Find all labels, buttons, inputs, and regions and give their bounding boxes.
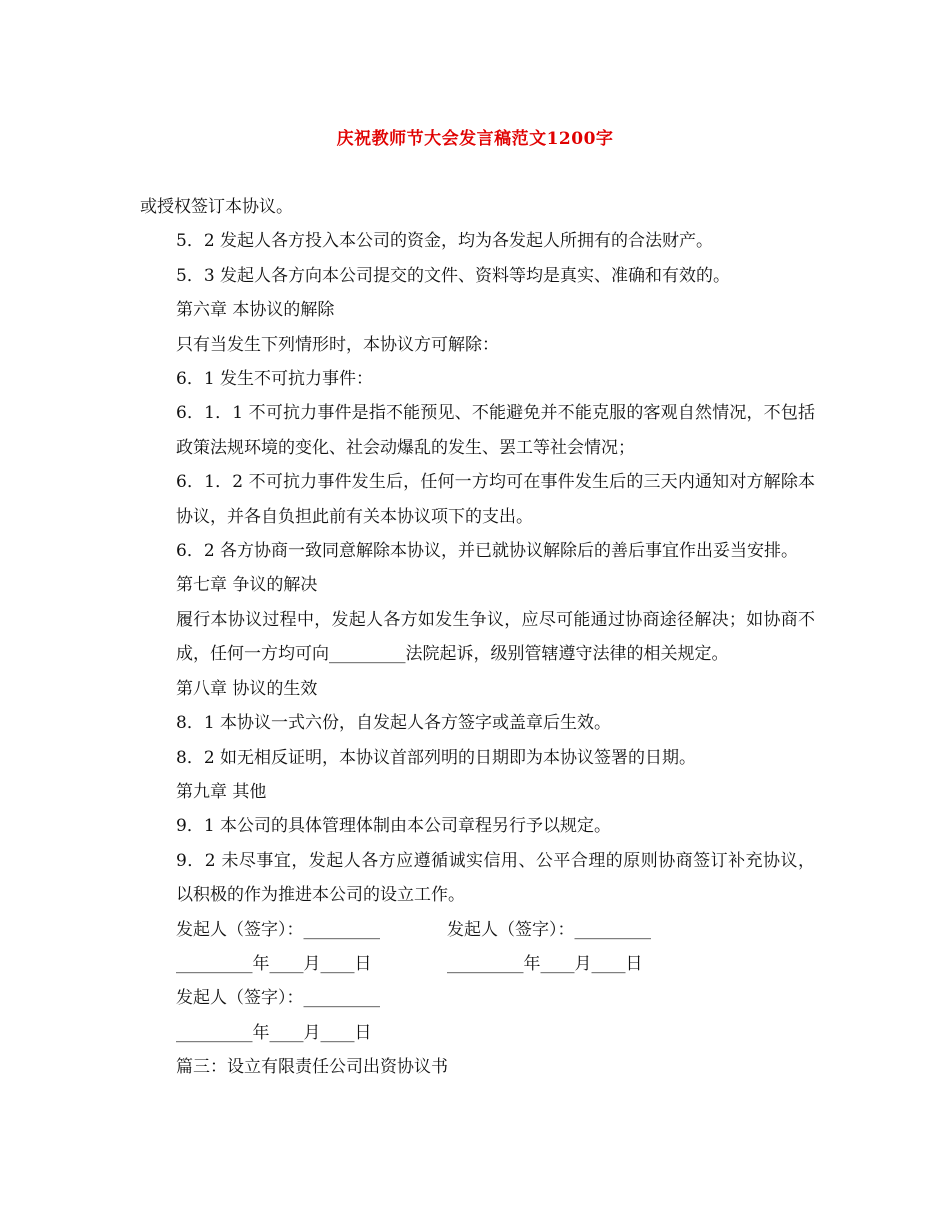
chapter-8-heading: 第八章 协议的生效 bbox=[176, 678, 318, 699]
signature-field: 发起人（签字）：_________ bbox=[176, 988, 380, 1009]
signature-row-1 bbox=[140, 913, 815, 947]
date-field: _________年____月____日 bbox=[176, 953, 372, 974]
clause-5-2: 5．2 发起人各方投入本公司的资金，均为各发起人所拥有的合法财产。 bbox=[176, 231, 714, 252]
clause-6-1-2: 6．1．2 不可抗力事件发生后，任何一方均可在事件发生后的三天内通知对方解除本协议，并各自负担此前有关本协议项下的支出。 bbox=[176, 472, 815, 527]
chapter-6-heading: 第六章 本协议的解除 bbox=[176, 300, 335, 321]
chapter-7-heading: 第七章 争议的解决 bbox=[176, 575, 318, 596]
clause-6-1: 6．1 发生不可抗力事件： bbox=[176, 369, 374, 390]
document-title: 庆祝教师节大会发言稿范文1200字 bbox=[336, 129, 614, 149]
date-row-2 bbox=[140, 1016, 815, 1050]
clause-6-1-1: 6．1．1 不可抗力事件是指不能预见、不能避免并不能克服的客观自然情况，不包括政策法规环境的变化、社会动爆乱的发生、罢工等社会情况； bbox=[176, 403, 815, 458]
next-section-heading: 篇三：设立有限责任公司出资协议书 bbox=[176, 1057, 448, 1078]
signature-row-2 bbox=[140, 981, 815, 1015]
document-body bbox=[140, 190, 815, 1085]
date-field: _________年____月____日 bbox=[447, 953, 643, 974]
date-field: _________年____月____日 bbox=[176, 1022, 372, 1043]
signature-field: 发起人（签字）：_________ bbox=[176, 919, 380, 940]
date-row-1 bbox=[140, 947, 815, 981]
chapter-7-body: 履行本协议过程中，发起人各方如发生争议，应尽可能通过协商途径解决；如协商不成，任何一方均可向_________法院起诉，级别管辖遵守法律的相关规定。 bbox=[176, 609, 815, 665]
clause-8-2: 8．2 如无相反证明，本协议首部列明的日期即为本协议签署的日期。 bbox=[176, 747, 697, 768]
paragraph-continuation: 或授权签订本协议。 bbox=[140, 197, 293, 217]
clause-8-1: 8．1 本协议一式六份，自发起人各方签字或盖章后生效。 bbox=[176, 713, 612, 734]
clause-5-3: 5．3 发起人各方向本公司提交的文件、资料等均是真实、准确和有效的。 bbox=[176, 265, 731, 286]
clause-6-2: 6．2 各方协商一致同意解除本协议，并已就协议解除后的善后事宜作出妥当安排。 bbox=[176, 541, 799, 562]
signature-field: 发起人（签字）：_________ bbox=[447, 919, 651, 940]
clause-9-1: 9．1 本公司的具体管理体制由本公司章程另行予以规定。 bbox=[176, 816, 612, 837]
chapter-9-heading: 第九章 其他 bbox=[176, 781, 267, 802]
clause-9-2: 9．2 未尽事宜，发起人各方应遵循诚实信用、公平合理的原则协商签订补充协议，以积极的作为推进本公司的设立工作。 bbox=[176, 850, 815, 906]
chapter-6-intro: 只有当发生下列情形时，本协议方可解除： bbox=[176, 334, 499, 355]
